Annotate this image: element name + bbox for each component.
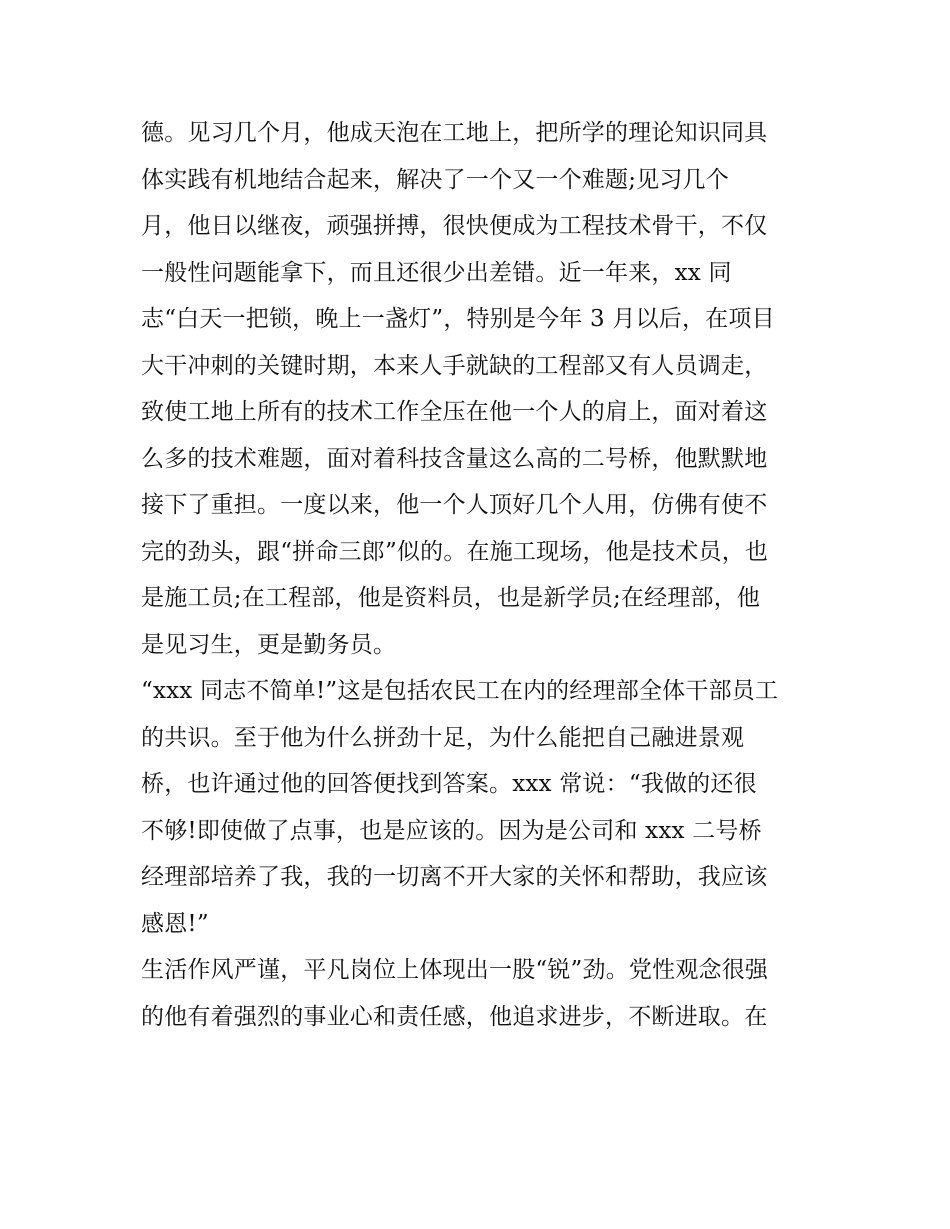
text-line: 一般性问题能拿下，而且还很少出差错。近一年来，xx 同 (141, 259, 732, 286)
text-line: 完的劲头，跟“拼命三郎”似的。在施工现场，他是技术员，也 (141, 538, 769, 565)
text-line: 德。见习几个月，他成天泡在工地上，把所学的理论知识同具 (141, 120, 768, 146)
text-line: 不够!即使做了点事，也是应该的。因为是公司和 xxx 二号桥 (141, 817, 762, 844)
text-line: 是施工员;在工程部，他是资料员，也是新学员;在经理部，他 (141, 585, 761, 611)
body-text (141, 110, 821, 1040)
text-line: 么多的技术难题，面对着科技含量这么高的二号桥，他默默地 (141, 445, 768, 472)
text-line: 的他有着强烈的事业心和责任感，他追求进步，不断进取。在 (141, 1003, 768, 1030)
text-line: 月，他日以继夜，顽强拼搏，很快便成为工程技术骨干，不仅 (141, 213, 768, 239)
text-line: 的共识。至于他为什么拼劲十足，为什么能把自己融进景观 (141, 724, 745, 751)
text-line: 生活作风严谨，平凡岗位上体现出一股“锐”劲。党性观念很强 (141, 957, 769, 983)
text-line: 经理部培养了我，我的一切离不开大家的关怀和帮助，我应该 (141, 864, 768, 890)
text-line: 志“白天一把锁，晚上一盏灯”，特别是今年 3 月以后，在项目 (141, 306, 775, 332)
text-line: 是见习生，更是勤务员。 (141, 631, 397, 658)
text-line: 体实践有机地结合起来，解决了一个又一个难题;见习几个 (141, 166, 729, 193)
text-line: 桥，也许通过他的回答便找到答案。xxx 常说：“我做的还很 (141, 771, 757, 797)
text-line: 感恩!” (141, 910, 209, 937)
text-line: “xxx 同志不简单!”这是包括农民工在内的经理部全体干部员工 (141, 678, 779, 704)
text-line: 致使工地上所有的技术工作全压在他一个人的肩上，面对着这 (141, 399, 768, 425)
text-line: 接下了重担。一度以来，他一个人顶好几个人用，仿佛有使不 (141, 492, 768, 518)
text-line: 大干冲刺的关键时期，本来人手就缺的工程部又有人员调走， (141, 352, 768, 379)
